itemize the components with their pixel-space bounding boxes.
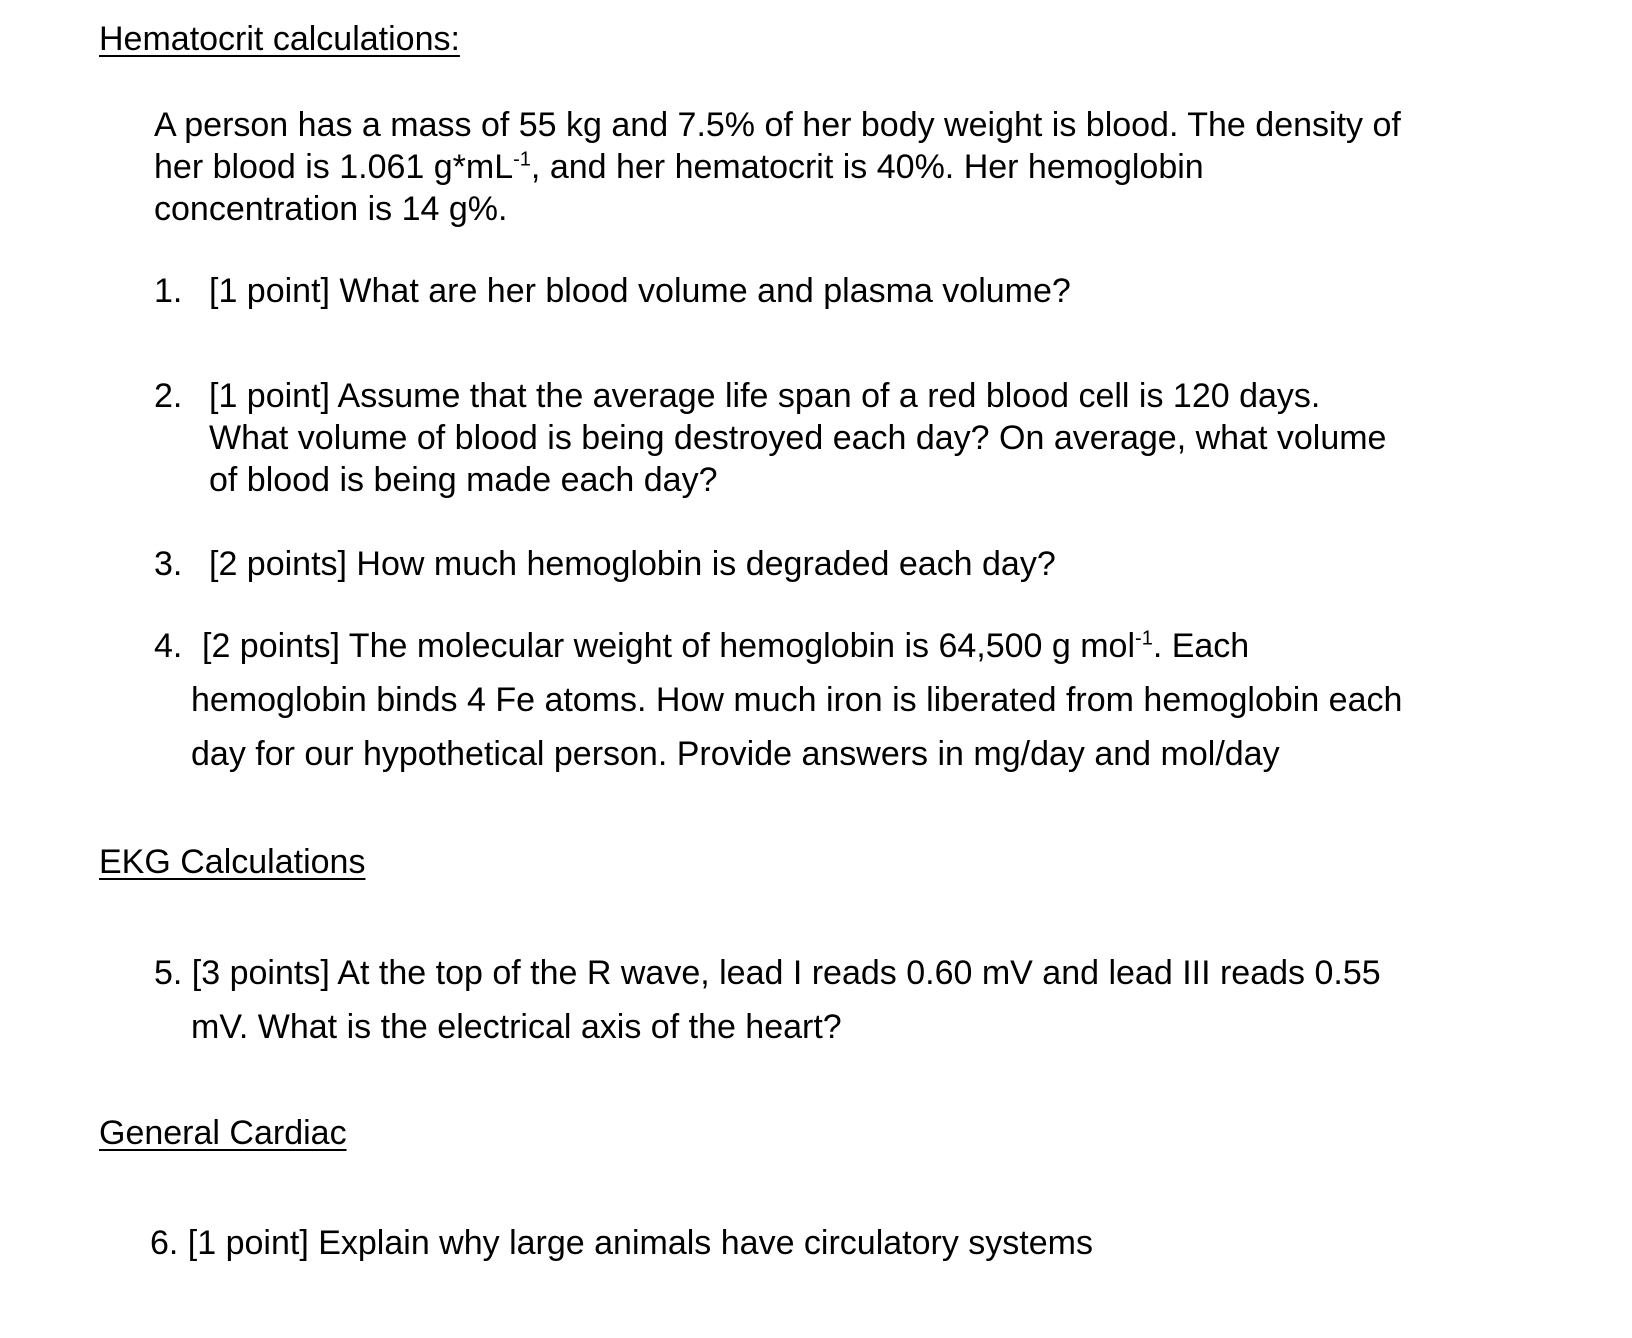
- intro-line-2-post: , and her hematocrit is 40%. Her hemoglobin: [530, 148, 1204, 186]
- question-2-line-3: of blood is being made each day?: [209, 461, 718, 499]
- question-4-superscript: -1: [1135, 627, 1153, 650]
- question-1-text: [1 point] What are her blood volume and plasma volume?: [209, 272, 1071, 310]
- question-4-line-1-pre: [2 points] The molecular weight of hemoglobin is 64,500 g mol: [202, 627, 1136, 665]
- question-2: [154, 377, 1320, 416]
- intro-line-3: concentration is 14 g%.: [154, 190, 508, 228]
- question-2-line-1: [1 point] Assume that the average life span of a red blood cell is 120 days.: [209, 377, 1321, 415]
- question-1-number: 1.: [154, 272, 183, 310]
- general-cardiac-heading: General Cardiac: [99, 1114, 347, 1152]
- question-4: [154, 627, 1249, 666]
- question-5-line-1: 5. [3 points] At the top of the R wave, lead I reads 0.60 mV and lead III reads 0.55: [154, 954, 1381, 992]
- question-4-line-1-post: . Each: [1152, 627, 1250, 665]
- question-6: 6. [1 point] Explain why large animals have circulatory systems: [150, 1224, 1093, 1262]
- intro-paragraph: [154, 104, 1401, 230]
- question-4-number: 4.: [154, 627, 183, 665]
- intro-line-2-superscript: -1: [513, 148, 531, 171]
- question-2-number: 2.: [154, 377, 183, 415]
- question-5-line-2: mV. What is the electrical axis of the heart?: [191, 1008, 842, 1046]
- ekg-heading: EKG Calculations: [99, 843, 366, 881]
- question-4-line-2: hemoglobin binds 4 Fe atoms. How much iron is liberated from hemoglobin each: [191, 681, 1403, 719]
- question-4-line-3: day for our hypothetical person. Provide answers in mg/day and mol/day: [191, 735, 1280, 773]
- question-3-text: [2 points] How much hemoglobin is degraded each day?: [209, 545, 1056, 583]
- question-1: [154, 272, 1071, 311]
- question-2-line-2: What volume of blood is being destroyed each day? On average, what volume: [209, 419, 1387, 457]
- intro-line-1: A person has a mass of 55 kg and 7.5% of her body weight is blood. The density of: [154, 106, 1401, 144]
- question-3-number: 3.: [154, 545, 183, 583]
- question-3: [154, 545, 1056, 584]
- intro-line-2: [154, 146, 1401, 188]
- intro-line-2-pre: her blood is 1.061 g*mL: [154, 148, 514, 186]
- hematocrit-heading: Hematocrit calculations:: [99, 20, 460, 58]
